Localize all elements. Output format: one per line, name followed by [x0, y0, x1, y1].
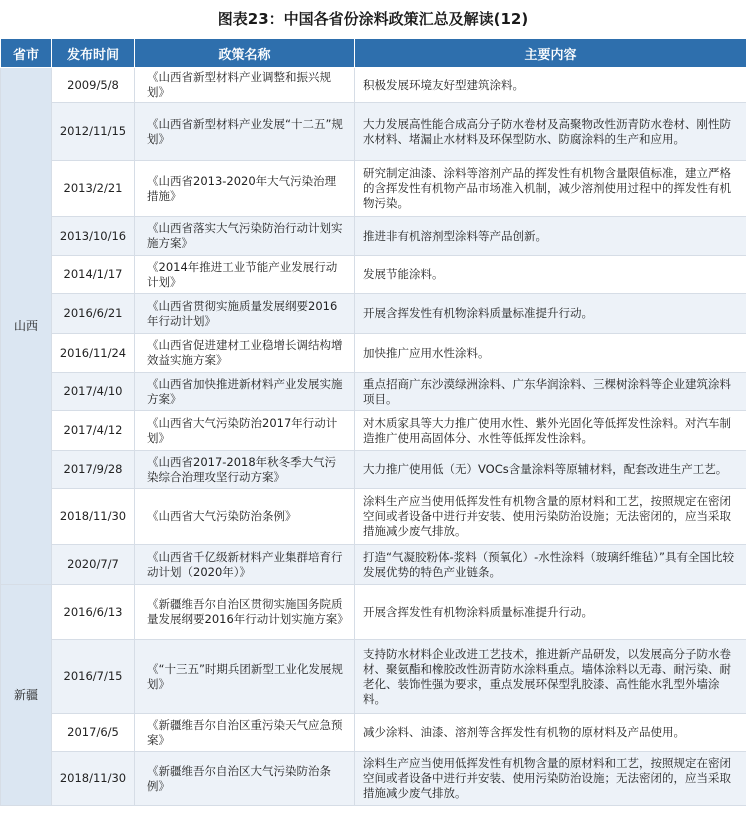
- policy-name-cell: 《山西省2013-2020年大气污染治理措施》: [135, 161, 355, 217]
- table-row: [1, 294, 746, 334]
- policy-name-cell: 《山西省贯彻实施质量发展纲要2016年行动计划》: [135, 294, 355, 334]
- table-row: [1, 451, 746, 489]
- policy-name-cell: 《新疆维吾尔自治区重污染天气应急预案》: [135, 714, 355, 752]
- table-row: [1, 585, 746, 640]
- policy-name-cell: 《山西省2017-2018年秋冬季大气污染综合治理攻坚行动方案》: [135, 451, 355, 489]
- table-row: [1, 714, 746, 752]
- table-row: [1, 161, 746, 217]
- date-cell: 2016/7/15: [52, 640, 135, 714]
- table-row: [1, 489, 746, 545]
- policy-name-cell: 《山西省加快推进新材料产业发展实施方案》: [135, 373, 355, 411]
- content-cell: 开展含挥发性有机物涂料质量标准提升行动。: [355, 585, 746, 640]
- date-cell: 2018/11/30: [52, 752, 135, 806]
- table-row: [1, 68, 746, 103]
- table-row: [1, 411, 746, 451]
- content-cell: 打造“气凝胶粉体-浆料（预氧化）-水性涂料（玻璃纤维毡）”具有全国比较发展优势的特色产业链条。: [355, 545, 746, 585]
- content-cell: 开展含挥发性有机物涂料质量标准提升行动。: [355, 294, 746, 334]
- date-cell: 2018/11/30: [52, 489, 135, 545]
- table-row: [1, 256, 746, 294]
- policy-name-cell: 《山西省新型材料产业调整和振兴规划》: [135, 68, 355, 103]
- date-cell: 2016/6/13: [52, 585, 135, 640]
- table-row: [1, 752, 746, 806]
- date-cell: 2016/11/24: [52, 334, 135, 373]
- policy-name-cell: 《2014年推进工业节能产业发展行动计划》: [135, 256, 355, 294]
- policy-name-cell: 《山西省千亿级新材料产业集群培育行动计划（2020年）》: [135, 545, 355, 585]
- content-cell: 大力发展高性能合成高分子防水卷材及高聚物改性沥青防水卷材、刚性防水材料、堵漏止水材料及环保型防水、防腐涂料的生产和应用。: [355, 103, 746, 161]
- header-date: 发布时间: [52, 39, 135, 68]
- header-content: 主要内容: [355, 39, 746, 68]
- date-cell: 2014/1/17: [52, 256, 135, 294]
- policy-name-cell: 《新疆维吾尔自治区大气污染防治条例》: [135, 752, 355, 806]
- date-cell: 2017/9/28: [52, 451, 135, 489]
- province-cell: 新疆: [1, 585, 52, 806]
- date-cell: 2017/4/12: [52, 411, 135, 451]
- content-cell: 重点招商广东沙漠绿洲涂料、广东华润涂料、三棵树涂料等企业建筑涂料项目。: [355, 373, 746, 411]
- policy-name-cell: 《“十三五”时期兵团新型工业化发展规划》: [135, 640, 355, 714]
- province-cell: 山西: [1, 68, 52, 585]
- content-cell: 推进非有机溶剂型涂料等产品创新。: [355, 217, 746, 256]
- content-cell: 对木质家具等大力推广使用水性、紫外光固化等低挥发性涂料。对汽车制造推广使用高固体分、水性等低挥发性涂料。: [355, 411, 746, 451]
- page-title: 图表23：中国各省份涂料政策汇总及解读(12): [217, 10, 529, 28]
- date-cell: 2016/6/21: [52, 294, 135, 334]
- content-cell: 大力推广使用低（无）VOCs含量涂料等原辅材料，配套改进生产工艺。: [355, 451, 746, 489]
- content-cell: 加快推广应用水性涂料。: [355, 334, 746, 373]
- table-row: [1, 334, 746, 373]
- header-policy-name: 政策名称: [135, 39, 355, 68]
- table-row: [1, 373, 746, 411]
- policy-name-cell: 《山西省新型材料产业发展“十二五”规划》: [135, 103, 355, 161]
- policy-name-cell: 《山西省大气污染防治2017年行动计划》: [135, 411, 355, 451]
- date-cell: 2012/11/15: [52, 103, 135, 161]
- content-cell: 研究制定油漆、涂料等溶剂产品的挥发性有机物含量限值标准，建立严格的含挥发性有机物产品市场准入机制，减少溶剂使用过程中的挥发性有机物污染。: [355, 161, 746, 217]
- policy-name-cell: 《山西省大气污染防治条例》: [135, 489, 355, 545]
- table-row: [1, 217, 746, 256]
- date-cell: 2017/4/10: [52, 373, 135, 411]
- table-row: [1, 640, 746, 714]
- policy-name-cell: 《山西省落实大气污染防治行动计划实施方案》: [135, 217, 355, 256]
- content-cell: 减少涂料、油漆、溶剂等含挥发性有机物的原材料及产品使用。: [355, 714, 746, 752]
- policy-name-cell: 《新疆维吾尔自治区贯彻实施国务院质量发展纲要2016年行动计划实施方案》: [135, 585, 355, 640]
- content-cell: 涂料生产应当使用低挥发性有机物含量的原材料和工艺，按照规定在密闭空间或者设备中进行并安装、使用污染防治设施；无法密闭的，应当采取措施减少废气排放。: [355, 489, 746, 545]
- policy-table: [0, 38, 746, 806]
- table-row: [1, 545, 746, 585]
- date-cell: 2013/10/16: [52, 217, 135, 256]
- table-header-row: [1, 39, 746, 68]
- content-cell: 涂料生产应当使用低挥发性有机物含量的原材料和工艺，按照规定在密闭空间或者设备中进行并安装、使用污染防治设施；无法密闭的，应当采取措施减少废气排放。: [355, 752, 746, 806]
- date-cell: 2013/2/21: [52, 161, 135, 217]
- header-province: 省市: [1, 39, 52, 68]
- policy-name-cell: 《山西省促进建材工业稳增长调结构增效益实施方案》: [135, 334, 355, 373]
- date-cell: 2009/5/8: [52, 68, 135, 103]
- content-cell: 积极发展环境友好型建筑涂料。: [355, 68, 746, 103]
- date-cell: 2020/7/7: [52, 545, 135, 585]
- date-cell: 2017/6/5: [52, 714, 135, 752]
- content-cell: 发展节能涂料。: [355, 256, 746, 294]
- table-row: [1, 103, 746, 161]
- content-cell: 支持防水材料企业改进工艺技术，推进新产品研发，以发展高分子防水卷材、聚氨酯和橡胶改性沥青防水涂料重点。墙体涂料以无毒、耐污染、耐老化、装饰性强为要求，重点发展环保型乳胶漆、高性能水乳型外墙涂料。: [355, 640, 746, 714]
